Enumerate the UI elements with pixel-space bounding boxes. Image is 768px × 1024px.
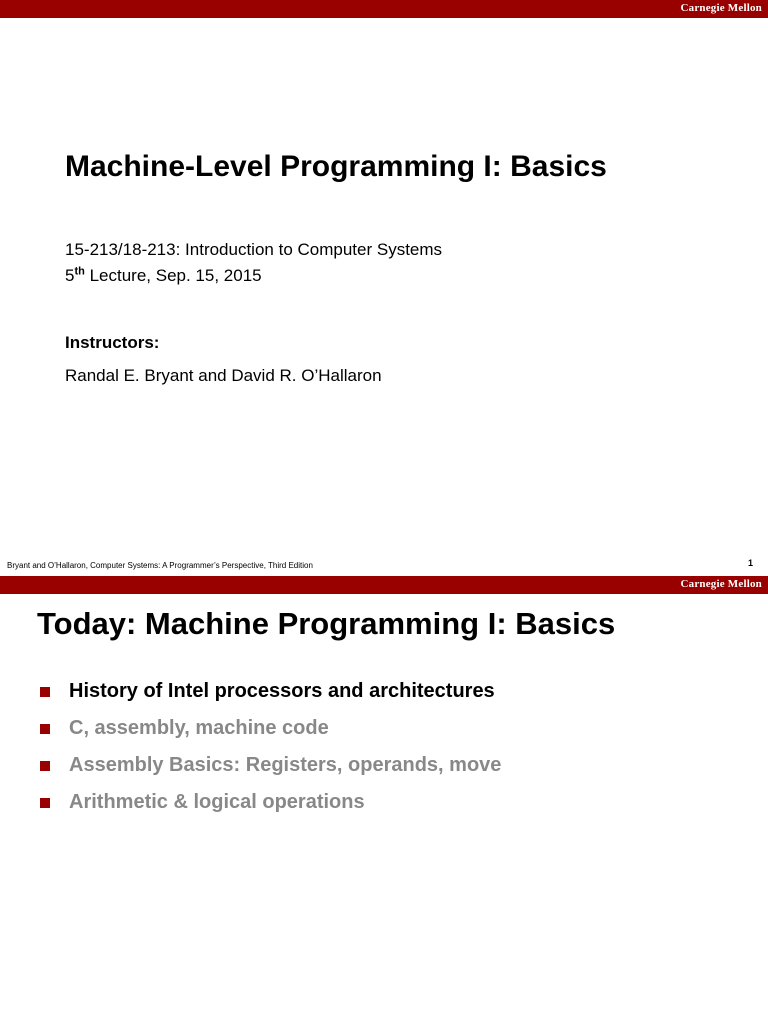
square-bullet-icon xyxy=(40,724,50,734)
square-bullet-icon xyxy=(40,798,50,808)
instructors-label: Instructors: xyxy=(65,333,160,352)
page-number: 1 xyxy=(747,558,753,568)
slide-2 xyxy=(0,576,768,1024)
list-item xyxy=(40,710,501,747)
lecture-ordinal-suffix: th xyxy=(74,265,85,278)
square-bullet-icon xyxy=(40,761,50,771)
header-brand: Carnegie Mellon xyxy=(680,578,762,590)
instructors-names: Randal E. Bryant and David R. O’Hallaron xyxy=(65,366,382,385)
lecture-date: Lecture, Sep. 15, 2015 xyxy=(84,266,262,285)
square-bullet-icon xyxy=(40,687,50,697)
slide-title: Machine-Level Programming I: Basics xyxy=(65,150,607,183)
lecture-info xyxy=(65,266,262,286)
agenda-list xyxy=(40,673,501,821)
list-item xyxy=(40,747,501,784)
header-bar xyxy=(0,0,768,18)
lecture-number: 5 xyxy=(65,266,75,285)
list-item-text: Assembly Basics: Registers, operands, move xyxy=(69,754,502,776)
footer-citation: Bryant and O’Hallaron, Computer Systems: A Programmer’s Perspective, Third Edition xyxy=(7,561,313,570)
header-brand: Carnegie Mellon xyxy=(680,2,762,14)
list-item xyxy=(40,784,501,821)
course-name: 15-213/18-213: Introduction to Computer Systems xyxy=(65,240,443,259)
list-item xyxy=(40,673,501,710)
slide-title: Today: Machine Programming I: Basics xyxy=(37,606,616,641)
list-item-text: C, assembly, machine code xyxy=(69,717,329,739)
list-item-text: Arithmetic & logical operations xyxy=(69,791,365,813)
header-bar xyxy=(0,576,768,594)
list-item-text: History of Intel processors and architectures xyxy=(69,680,495,702)
